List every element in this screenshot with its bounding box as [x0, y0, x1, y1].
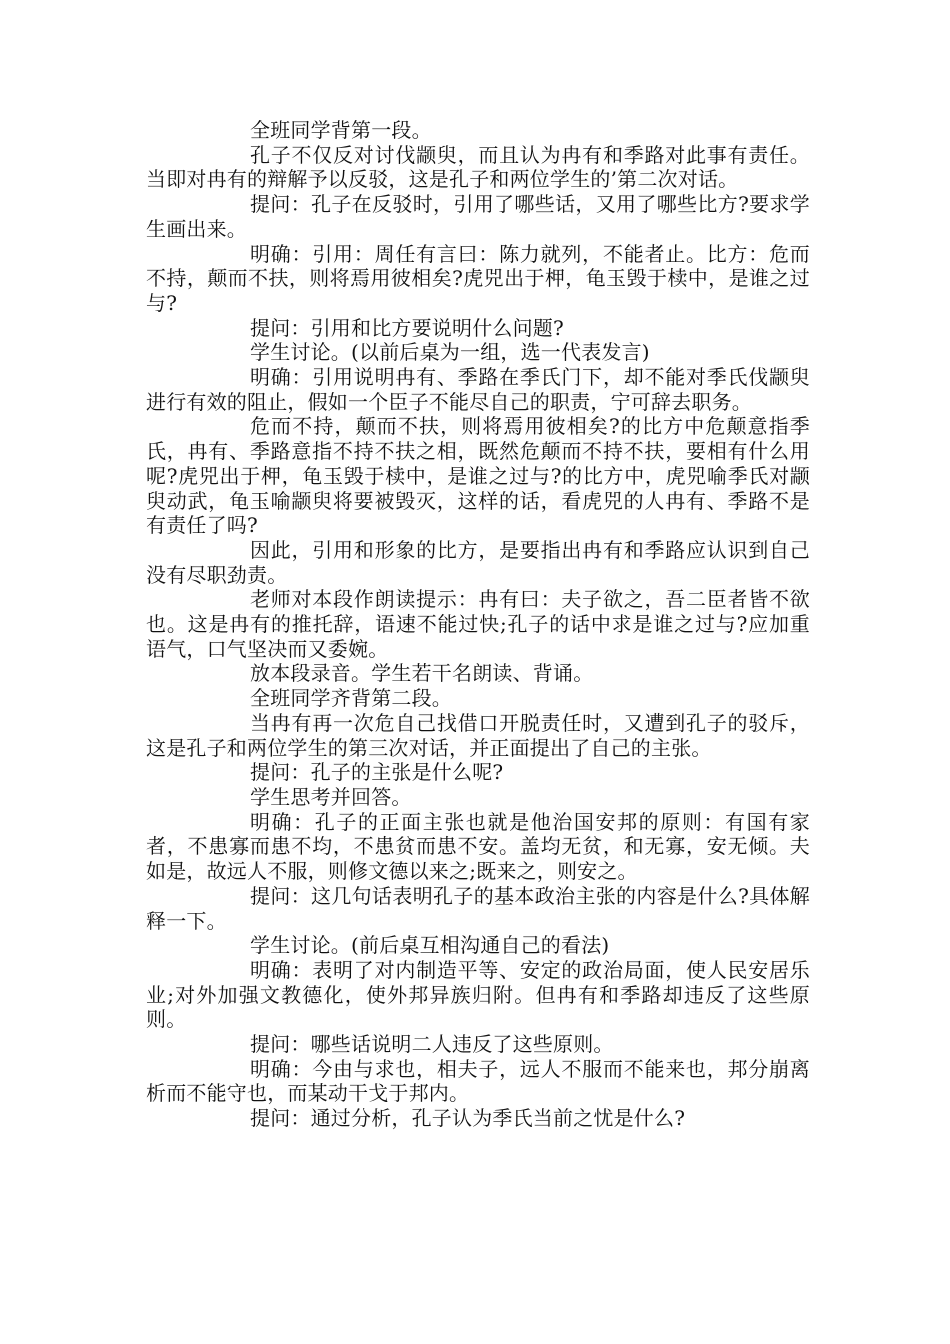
- document-body: [146, 118, 810, 1131]
- paragraph: 提问：哪些话说明二人违反了这些原则。: [250, 1032, 614, 1057]
- paragraph: 危而不持，颠而不扶，则将焉用彼相矣?的比方中危颠意指季氏，冉有、季路意指不持不扶之相，既然危颠而不持不扶，要相有什么用呢?虎兕出于柙，龟玉毁于椟中，是谁之过与?的比方中，虎兕喻季氏对颛臾动武，龟玉喻颛臾将要被毁灭，这样的话，看虎兕的人冉有、季路不是有责任了吗?: [146, 414, 810, 538]
- paragraph: 明确：引用说明冉有、季路在季氏门下，却不能对季氏伐颛臾进行有效的阻止，假如一个臣子不能尽自己的职责，宁可辞去职务。: [146, 365, 810, 414]
- paragraph: 学生思考并回答。: [250, 784, 412, 809]
- paragraph: 放本段录音。学生若干名朗读、背诵。: [250, 661, 594, 686]
- paragraph: 提问：通过分析，孔子认为季氏当前之忧是什么?: [250, 1106, 686, 1131]
- paragraph: 全班同学背第一段。: [250, 118, 432, 142]
- paragraph: 提问：引用和比方要说明什么问题?: [250, 315, 564, 340]
- paragraph: 提问：孔子的主张是什么呢?: [250, 760, 504, 785]
- paragraph: 因此，引用和形象的比方，是要指出冉有和季路应认识到自己没有尽职劲责。: [146, 537, 810, 587]
- paragraph: 明确：孔子的正面主张也就是他治国安邦的原则：有国有家者，不患寡而患不均，不患贫而患不安。盖均无贫，和无寡，安无倾。夫如是，故远人不服，则修文德以来之;既来之，则安之。: [146, 809, 810, 884]
- paragraph: 学生讨论。(以前后桌为一组，选一代表发言): [250, 340, 650, 365]
- paragraph: 全班同学齐背第二段。: [250, 686, 452, 711]
- paragraph: 学生讨论。(前后桌互相沟通自己的看法): [250, 933, 610, 958]
- paragraph: 当冉有再一次危自己找借口开脱责任时，又遭到孔子的驳斥，这是孔子和两位学生的第三次对话，并正面提出了自己的主张。: [146, 710, 810, 760]
- paragraph: 明确：表明了对内制造平等、安定的政治局面，使人民安居乐业;对外加强文教德化，使外邦异族归附。但冉有和季路却违反了这些原则。: [146, 957, 810, 1032]
- paragraph: 提问：这几句话表明孔子的基本政治主张的内容是什么?具体解释一下。: [146, 883, 810, 933]
- paragraph: 提问：孔子在反驳时，引用了哪些话，又用了哪些比方?要求学生画出来。: [146, 192, 810, 241]
- paragraph: 明确：引用：周任有言曰：陈力就列，不能者止。比方：危而不持，颠而不扶，则将焉用彼相矣?虎兕出于柙，龟玉毁于椟中，是谁之过与?: [146, 241, 810, 315]
- paragraph: 明确：今由与求也，相夫子，远人不服而不能来也，邦分崩离析而不能守也，而某动干戈于邦内。: [146, 1056, 810, 1106]
- paragraph: 孔子不仅反对讨伐颛臾，而且认为冉有和季路对此事有责任。当即对冉有的辩解予以反驳，这是孔子和两位学生的’第二次对话。: [146, 142, 810, 192]
- paragraph: 老师对本段作朗读提示：冉有曰：夫子欲之，吾二臣者皆不欲也。这是冉有的推托辞，语速不能过快;孔子的话中求是谁之过与?应加重语气，口气坚决而又委婉。: [146, 587, 810, 661]
